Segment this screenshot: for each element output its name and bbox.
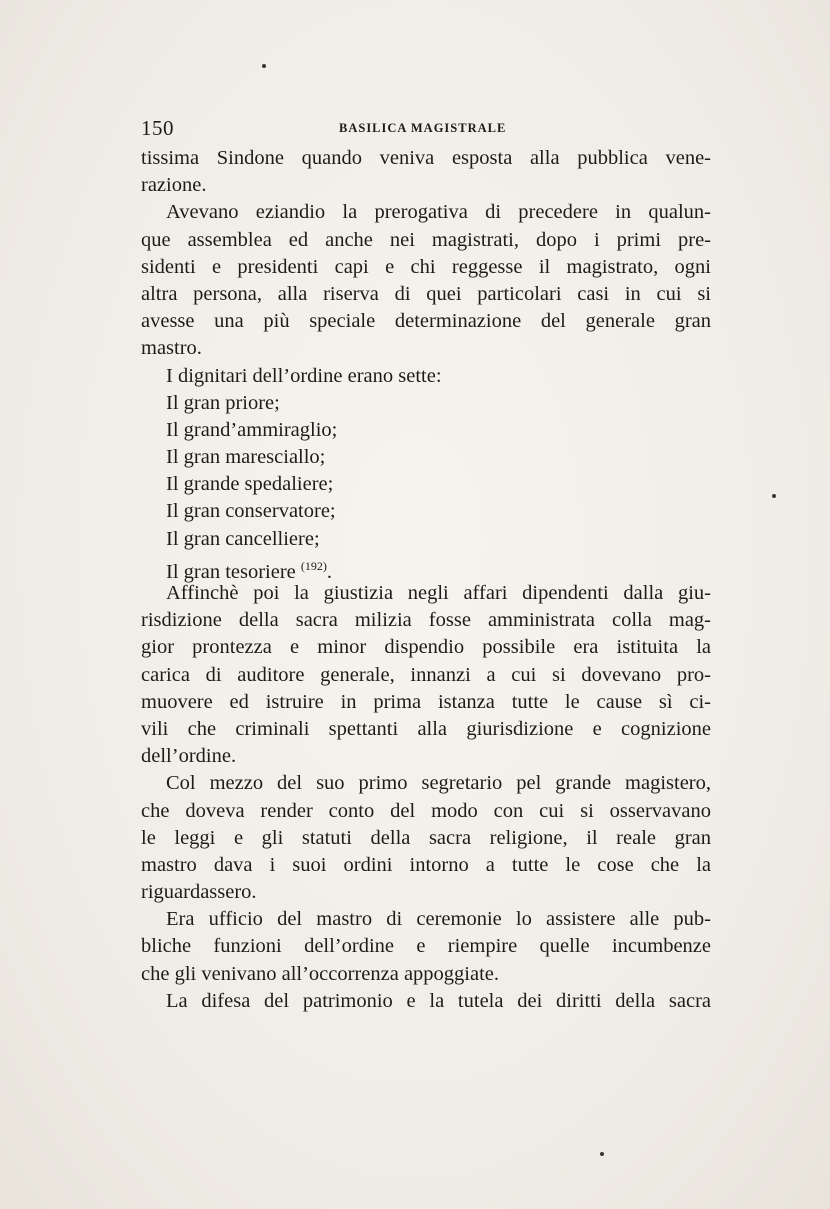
text-line-content: mastro dava i suoi ordini intorno a tutte le cose che la <box>141 853 711 876</box>
text-line-content: La difesa del patrimonio e la tutela dei diritti della sacra <box>166 989 711 1012</box>
footnote-reference: (192) <box>300 558 327 573</box>
text-line <box>141 281 711 308</box>
text-line <box>141 716 711 743</box>
text-line-content: risdizione della sacra milizia fosse amministrata colla mag- <box>141 609 711 632</box>
text-line <box>141 933 711 960</box>
text-line-content: Era ufficio del mastro di ceremonie lo assistere alle pub- <box>166 908 711 931</box>
text-line <box>141 172 711 199</box>
text-line-content: bliche funzioni dell’ordine e riempire quelle incumbenze <box>141 935 711 958</box>
text-line <box>141 526 711 553</box>
text-line-content: riguardassero. <box>141 881 257 904</box>
text-line <box>141 444 711 471</box>
text-line-content: avesse una più speciale determinazione del generale gran <box>141 310 711 333</box>
text-line <box>141 825 711 852</box>
text-line <box>141 227 711 254</box>
text-line <box>141 363 711 390</box>
text-line <box>141 417 711 444</box>
text-line-content: Il grande spedaliere; <box>166 473 334 496</box>
text-line-content: que assemblea ed anche nei magistrati, dopo i primi pre- <box>141 228 711 251</box>
text-line <box>141 498 711 525</box>
text-line-content: Il gran tesoriere <box>166 560 296 583</box>
body-text <box>141 145 711 1015</box>
text-line <box>141 689 711 716</box>
text-line-content: altra persona, alla riserva di quei particolari casi in cui si <box>141 282 711 305</box>
text-line <box>141 798 711 825</box>
text-line-content: gior prontezza e minor dispendio possibile era istituita la <box>141 636 711 659</box>
text-line-content: Il gran cancelliere; <box>166 527 320 550</box>
text-line-content: Affinchè poi la giustizia negli affari dipendenti dalla giu- <box>166 582 711 604</box>
text-line <box>141 471 711 498</box>
ink-speck <box>262 64 266 68</box>
text-line <box>141 879 711 906</box>
trailing-punctuation: . <box>326 560 333 583</box>
text-line-content: le leggi e gli statuti della sacra religione, il reale gran <box>141 826 711 849</box>
text-line-content: razione. <box>141 174 207 197</box>
text-line-content: carica di auditore generale, innanzi a cui si dovevano pro- <box>141 663 711 686</box>
text-line-content: che gli venivano all’occorrenza appoggiate. <box>141 962 500 985</box>
text-line <box>141 852 711 879</box>
text-line <box>141 390 711 417</box>
text-line <box>141 743 711 770</box>
text-line <box>141 553 711 583</box>
text-line <box>141 145 711 172</box>
text-line <box>141 199 711 226</box>
page-number: 150 <box>141 116 174 140</box>
text-line <box>141 634 711 661</box>
text-line-content: vili che criminali spettanti alla giurisdizione e cognizione <box>141 717 711 740</box>
text-line-content: I dignitari dell’ordine erano sette: <box>166 364 442 387</box>
text-line-content: Il grand’ammiraglio; <box>166 418 338 441</box>
text-line <box>141 308 711 335</box>
text-line-content: Il gran conservatore; <box>166 500 336 523</box>
text-line-content: sidenti e presidenti capi e chi reggesse il magistrato, ogni <box>141 255 711 278</box>
ink-speck <box>772 494 776 498</box>
text-line <box>141 906 711 933</box>
text-line <box>141 662 711 689</box>
text-line-content: mastro. <box>141 337 202 360</box>
text-line <box>141 770 711 797</box>
text-line <box>141 254 711 281</box>
text-line-content: dell’ordine. <box>141 745 237 768</box>
text-line-content: tissima Sindone quando veniva esposta alla pubblica vene- <box>141 147 711 169</box>
running-head: BASILICA MAGISTRALE <box>339 121 507 135</box>
text-line <box>141 580 711 607</box>
ink-speck <box>600 1152 604 1156</box>
text-line <box>141 988 711 1015</box>
text-line-content: Il gran maresciallo; <box>166 446 326 469</box>
text-line-content: Avevano eziandio la prerogativa di precedere in qualun- <box>166 201 711 224</box>
text-line <box>141 335 711 362</box>
text-line <box>141 961 711 988</box>
page-header <box>141 116 711 142</box>
text-line-content: muovere ed istruire in prima istanza tutte le cause sì ci- <box>141 690 711 713</box>
text-line-content: che doveva render conto del modo con cui si osservavano <box>141 799 711 822</box>
text-line <box>141 607 711 634</box>
text-line-content: Col mezzo del suo primo segretario pel grande magistero, <box>166 772 711 795</box>
text-line-content: Il gran priore; <box>166 391 280 414</box>
